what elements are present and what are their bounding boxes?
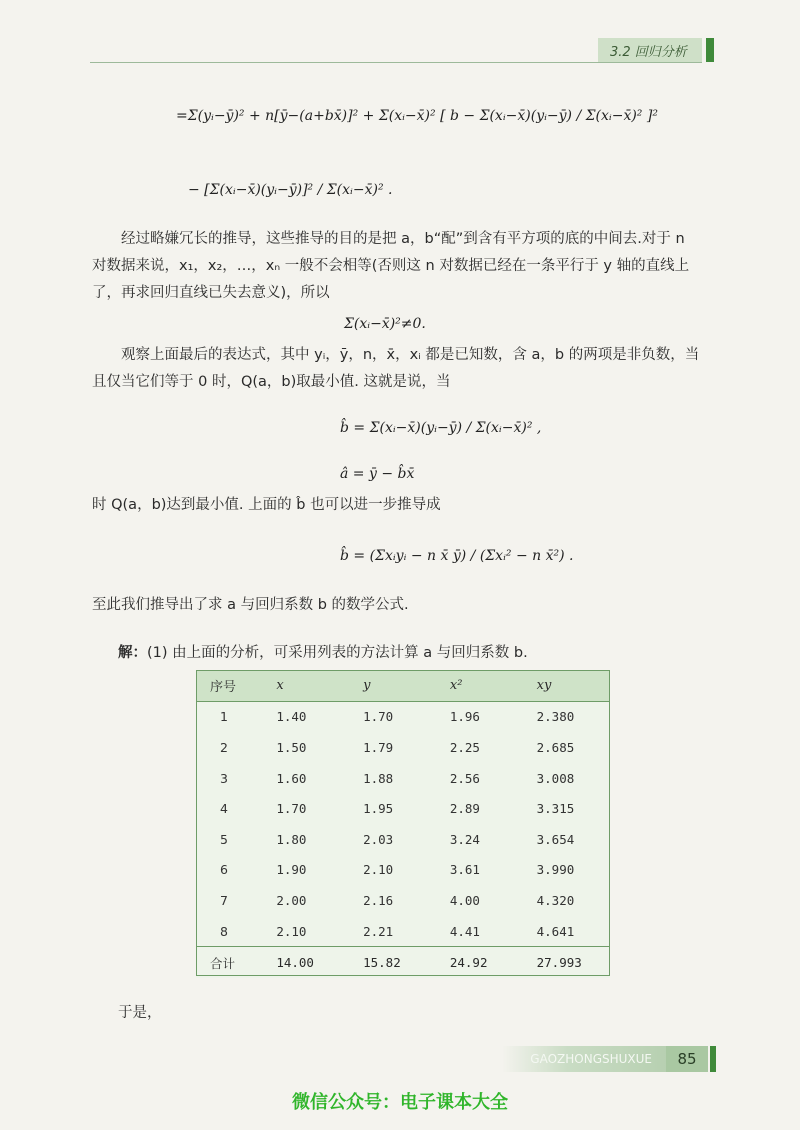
cell: 1.88 <box>363 770 394 786</box>
cell: 2.685 <box>536 739 575 755</box>
table-header-row <box>196 670 610 701</box>
col-header-x: x <box>252 670 339 701</box>
col-header-index: 序号 <box>196 670 252 701</box>
cell: 2.89 <box>449 801 480 817</box>
cell: 2.56 <box>449 770 480 786</box>
cell: 27.993 <box>513 947 610 978</box>
cell: 2.16 <box>363 892 394 908</box>
cell: 1.60 <box>276 770 307 786</box>
cell: 1.50 <box>276 739 307 755</box>
formula-a-hat: â = ȳ − b̂x̄ <box>340 466 415 482</box>
paragraph-conclusion: 至此我们推导出了求 a 与回归系数 b 的数学公式. <box>92 597 409 613</box>
table-row <box>196 701 610 732</box>
formula-expansion-line2: − [Σ(xᵢ−x̄)(yᵢ−ȳ)]² / Σ(xᵢ−x̄)² . <box>188 182 393 198</box>
table-row <box>196 793 610 824</box>
cell: 1.95 <box>363 801 394 817</box>
cell: 1.70 <box>276 801 307 817</box>
cell: 24.92 <box>426 947 513 978</box>
col-header-xy: xy <box>513 670 610 701</box>
table-row <box>196 916 610 947</box>
watermark-text: 微信公众号：电子课本大全 <box>292 1092 508 1113</box>
cell: 3.990 <box>536 862 575 878</box>
col-header-y: y <box>339 670 426 701</box>
cell: 1.96 <box>449 709 480 725</box>
table-row <box>196 732 610 763</box>
cell: 2.10 <box>276 923 307 939</box>
cell: 1 <box>220 709 228 725</box>
cell: 1.90 <box>276 862 307 878</box>
formula-expansion-line1: =Σ(yᵢ−ȳ)² + n[ȳ−(a+bx̄)]² + Σ(xᵢ−x̄)² [ b − Σ(xᵢ−x̄)(yᵢ−ȳ) / Σ(xᵢ−x̄)² ]² <box>176 108 658 124</box>
header-rule <box>90 62 702 63</box>
cell: 1.80 <box>276 831 307 847</box>
cell: 3.008 <box>536 770 575 786</box>
formula-nonzero: Σ(xᵢ−x̄)²≠0. <box>344 316 426 332</box>
cell: 3 <box>220 770 228 786</box>
cell: 1.79 <box>363 739 394 755</box>
cell: 2.25 <box>449 739 480 755</box>
cell: 2.00 <box>276 892 307 908</box>
cell: 15.82 <box>339 947 426 978</box>
col-header-x-squared: x² <box>426 670 513 701</box>
cell: 4.320 <box>536 892 575 908</box>
table-total-row <box>196 947 610 978</box>
cell: 14.00 <box>252 947 339 978</box>
cell: 6 <box>220 862 228 878</box>
cell: 3.24 <box>449 831 480 847</box>
table-row <box>196 855 610 886</box>
cell: 2.03 <box>363 831 394 847</box>
solution-line <box>118 640 702 667</box>
cell: 2.10 <box>363 862 394 878</box>
cell: 5 <box>220 831 228 847</box>
paragraph-observation: 观察上面最后的表达式，其中 yᵢ，ȳ，n，x̄，xᵢ 都是已知数，含 a，b 的两项是非负数，当且仅当它们等于 0 时，Q(a，b)取最小值. 这就是说，当 <box>92 347 700 390</box>
cell: 3.61 <box>449 862 480 878</box>
formula-b-hat: b̂ = Σ(xᵢ−x̄)(yᵢ−ȳ) / Σ(xᵢ−x̄)² , <box>340 420 542 436</box>
table-row <box>196 824 610 855</box>
section-header: 3.2 回归分析 <box>598 38 702 62</box>
paragraph-thus: 于是， <box>118 1005 162 1021</box>
solution-text: (1) 由上面的分析，可采用列表的方法计算 a 与回归系数 b. <box>147 645 528 661</box>
cell: 2 <box>220 739 228 755</box>
cell: 3.654 <box>536 831 575 847</box>
footer-accent-bar <box>710 1046 716 1072</box>
header-accent-bar <box>706 38 714 62</box>
cell: 1.40 <box>276 709 307 725</box>
cell: 1.70 <box>363 709 394 725</box>
cell: 2.380 <box>536 709 575 725</box>
solution-label: 解： <box>118 645 147 661</box>
footer-series-label: GAOZHONGSHUXUE <box>502 1046 666 1072</box>
table-row <box>196 885 610 916</box>
formula-b-hat-simplified: b̂ = (Σxᵢyᵢ − n x̄ ȳ) / (Σxᵢ² − n x̄²) . <box>340 548 574 564</box>
cell: 合计 <box>196 947 252 978</box>
cell: 4.41 <box>449 923 480 939</box>
paragraph-minimum: 时 Q(a，b)达到最小值. 上面的 b̂ 也可以进一步推导成 <box>92 497 441 513</box>
cell: 4.00 <box>449 892 480 908</box>
cell: 2.21 <box>363 923 394 939</box>
data-table <box>196 670 610 978</box>
cell: 7 <box>220 892 228 908</box>
page-number: 85 <box>666 1046 708 1072</box>
table-row <box>196 763 610 794</box>
paragraph-derivation-purpose: 经过略嫌冗长的推导，这些推导的目的是把 a，b“配”到含有平方项的底的中间去.对于 n 对数据来说，x₁，x₂，…，xₙ 一般不会相等(否则这 n 对数据已经在一条平行于 y 轴的直线上了，再求回归直线已失去意义)，所以 <box>92 231 690 301</box>
cell: 4.641 <box>536 923 575 939</box>
cell: 3.315 <box>536 801 575 817</box>
cell: 8 <box>220 923 228 939</box>
cell: 4 <box>220 801 228 817</box>
